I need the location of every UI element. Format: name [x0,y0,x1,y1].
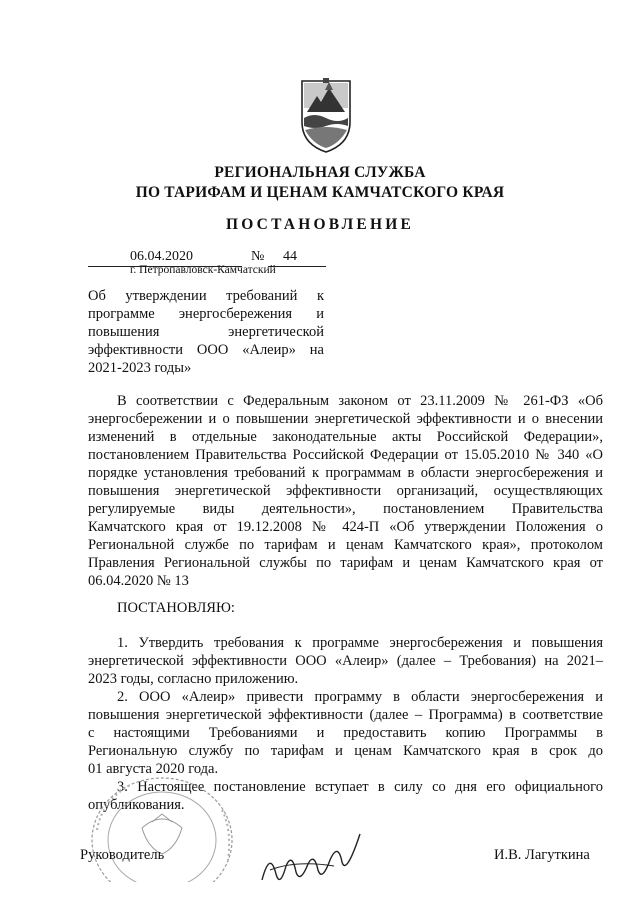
preamble-line: Камчатского края от 19.12.2008 № 424-П «Об утверждении Положения о [88,519,603,535]
preamble-line: регулируемые виды деятельности», постановлением Правительства [88,501,603,517]
item2-line: повышения энергетической эффективности (далее – Программа) в соответствие [88,707,603,723]
item1-line: 2023 годы, согласно приложению. [88,671,299,687]
document-type: ПОСТАНОВЛЕНИЕ [225,216,415,233]
document-place: г. Петропавловск-Камчатский [130,264,276,276]
signer-name: И.В. Лагуткина [494,847,590,863]
item2-line: 2. ООО «Алеир» привести программу в области энергосбережения и [117,689,603,705]
preamble-line: порядке установления требований к программам в области энергосбережения и [88,465,603,481]
item2-line: с настоящими Требованиями и предоставить копию Программы в [88,725,603,741]
preamble-line: В соответствии с Федеральным законом от 23.11.2009 № 261-ФЗ «Об [117,393,603,409]
preamble-line: постановлением Правительства Российской Федерации от 15.05.2010 № 340 «О [88,447,603,463]
preamble-line: 06.04.2020 № 13 [88,573,189,589]
document-subject: Об утверждении требований к программе энергосбережения и повышения энергетической эффективности ООО «Алеир» на 2021-2023 годы» [88,288,324,376]
org-name-line1: РЕГИОНАЛЬНАЯ СЛУЖБА [214,164,426,181]
item2-line: Региональную службу по тарифам и ценам Камчатского края в срок до [88,743,603,759]
item2-line: 01 августа 2020 года. [88,761,219,777]
number-underline [268,266,326,267]
item3-line: 3. Настоящее постановление вступает в силу со дня его официального [117,779,603,795]
document-date: 06.04.2020 [130,249,193,264]
signature-icon [256,830,366,894]
item1-line: 1. Утвердить требования к программе энергосбережения и повышения [117,635,603,651]
item3-line: опубликования. [88,797,185,813]
signer-position: Руководитель [80,847,165,863]
number-sign: № [251,249,265,264]
seal-stamp-icon [72,770,242,882]
coat-of-arms-icon [299,78,353,154]
preamble-line: повышения энергетической эффективности организаций, осуществляющих [88,483,603,499]
preamble-line: Правления Региональной службы по тарифам и ценам Камчатского края от [88,555,603,571]
item1-line: энергетической эффективности ООО «Алеир» (далее – Требования) на 2021– [88,653,603,669]
org-name-line2: ПО ТАРИФАМ И ЦЕНАМ КАМЧАТСКОГО КРАЯ [135,184,505,201]
preamble-line: Региональной службе по тарифам и ценам Камчатского края», протоколом [88,537,603,553]
resolve-heading: ПОСТАНОВЛЯЮ: [117,600,235,616]
preamble-line: энергосбережении и о повышении энергетической эффективности и о внесении [88,411,603,427]
preamble-line: изменений в отдельные законодательные акты Российской Федерации», [88,429,603,445]
document-number: 44 [283,249,297,264]
